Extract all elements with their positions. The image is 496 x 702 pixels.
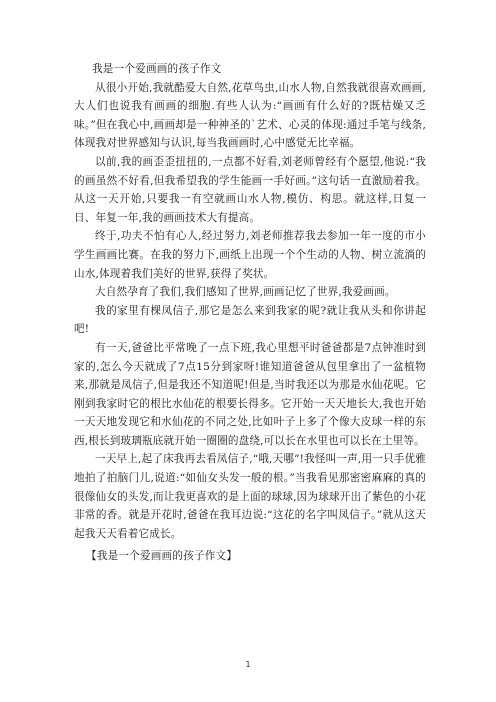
paragraph-1: 从很小开始,我就酷爱大自然,花草鸟虫,山水人物,自然我就很喜欢画画,大人们也说我有画画的细胞.有些人认为:“画画有什么好的?既枯燥又乏味。”但在我心中,画画却是一种神圣的`艺术、心灵的体现:通过手笔与线条,体现我对世界感知与认识,每当我画画时,心中感觉无比幸福。 xyxy=(74,81,426,150)
page-number: 1 xyxy=(245,660,251,669)
paragraph-5: 我的家里有棵凤信子,那它是怎么来到我家的呢?就让我从头和你讲起吧! xyxy=(74,304,426,336)
document-title: 我是一个爱画画的孩子作文 xyxy=(92,63,222,75)
paragraph-2: 以前,我的画歪歪扭扭的,一点都不好看,刘老师曾经有个愿望,他说:“我的画虽然不好看,但我希望我的学生能画一手好画。”这句话一直激励着我。从这一天开始,只要我一有空就画山水人物,模仿、构思。就这样,日复一日、年复一年,我的画画技术大有提高。 xyxy=(74,155,426,224)
paragraph-3: 终于,功夫不怕有心人,经过努力,刘老师推荐我去参加一年一度的市小学生画画比赛。在我的努力下,画纸上出现一个个生动的人物、树立流淌的山水,体现着我们美好的世界,获得了奖状。 xyxy=(74,230,426,280)
document-content xyxy=(74,60,426,566)
footer-title: 【我是一个爱画画的孩子作文】 xyxy=(86,550,238,563)
paragraph-7: 一天早上,起了床我再去看凤信子,“哦,天哪”!我怪叫一声,用一只手优雅地拍了拍脑门儿,说道:“如仙女头发一般的根。”当我看见那密密麻麻的真的很像仙女的头发,而让我更喜欢的是上面的球球,因为球球开出了紫色的小花非常的香。就是开花时,爸爸在我耳边说:“这花的名字叫凤信子。”就从这天起我天天看着它成长。 xyxy=(74,453,426,540)
paragraph-4: 大自然孕育了我们,我们感知了世界,画画记忆了世界,我爱画画。 xyxy=(95,286,396,299)
paragraph-6: 有一天,爸爸比平常晚了一点下班,我心里想平时爸爸都是7点钟准时到家的,怎么今天就成了7点15分到家呀!谁知道爸爸从包里拿出了一盆植物来,那就是凤信子,但是我还不知道呢!但是,当时我还以为那是水仙花呢。它刚到我家时它的根比水仙花的根要长得多。它开始一天天地长大,我也开始一天天地发现它和水仙花的不同之处,比如叶子上多了个像大皮球一样的东西,根长到玻璃瓶底就开始一圈圈的盘绕,可以长在水里也可以长在土里等。 xyxy=(74,341,426,447)
